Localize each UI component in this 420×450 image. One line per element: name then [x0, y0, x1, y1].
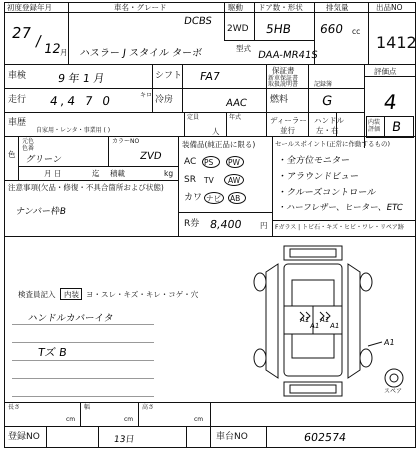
grade-code: DCBS — [183, 16, 213, 27]
first-reg-year: 27 — [10, 24, 33, 42]
reg-no-label: 登録NO — [8, 432, 40, 442]
history-options: 自家用・レンタ・事業用 ( ) — [36, 127, 111, 134]
sales-point-1: ・全方位モニター — [277, 156, 351, 166]
lot-number: 1412 — [376, 33, 417, 52]
first-reg-month-unit: 月 — [60, 48, 68, 57]
glass-line: Fガラス | トビ石・キズ・ヒビ・ワレ・リペア跡 — [275, 224, 404, 231]
equipment-item-label-1: AC — [184, 157, 197, 167]
color-no-label: カラーNO — [112, 138, 140, 145]
color-orig-label: 元色 — [22, 138, 35, 145]
interior-label: 内装評価 — [368, 119, 381, 133]
dealer-sub: 並行 — [280, 126, 295, 135]
model-type-label: 型式 — [236, 44, 251, 53]
warranty-label: 保証書 — [272, 66, 295, 75]
sales-point-4: ・ハーフレザー、ヒーター、ETC — [277, 203, 404, 213]
inspector-options: ヨ・スレ・キズ・キレ・コゲ・穴 — [86, 290, 199, 299]
width-unit: cm — [124, 416, 134, 423]
color-value: グリーン — [25, 155, 63, 165]
height-unit: cm — [194, 416, 204, 423]
door-label: ドア数・形状 — [258, 3, 303, 12]
equipment-title: 装備品(純正品に限る) — [182, 140, 256, 149]
chassis-value: 602574 — [303, 431, 347, 444]
color-label: 色 — [8, 150, 16, 159]
color-no-value: ZVD — [139, 151, 163, 162]
equipment-item-value-3: ナビ — [206, 194, 221, 203]
ac-value: AAC — [225, 98, 248, 109]
mileage-value: 4,4 7 0 — [49, 94, 114, 108]
model-type-value: DAA-MR41S — [257, 50, 319, 61]
length-unit: cm — [66, 416, 76, 423]
diagram-side-mark: A1 — [383, 338, 396, 347]
width-label: 幅 — [84, 404, 91, 411]
interior-value: B — [390, 120, 402, 135]
model-name: ハスラー J スタイル ターボ — [78, 48, 203, 59]
recycle-label: R券 — [184, 219, 200, 229]
auction-sheet: 初度登録年月 車名・グレード 駆動 ドア数・形状 排気量 出品NO 27 / 12 月 DCBS ハスラー J スタイル ターボ 2WD 5HB 660 cc 型式 DAA-MR41S 1412 車検 9 年 1 月 シフト FA7 保証書 新車保証書 取扱説明書 記録簿 評価点 4 走行 4,4 7 0 キロ 冷房 AAC 燃料 G 車歴 自家用・レンタ・事業用 ( ) 定員 人 年式 ディーラー 並行 ハンドル 左・右 内装評価 B 色 元色 色番 グリーン カラーNO ZVD 月 日 迄 積載 kg 装備品(純正品に限る) AC PS PW SR TV AW カワ ナビ AB R券 8,400 円 セールスポイント(正常に作動するもの) ・全方位モニター ・アラウンドビュー ・クルーズコントロール ・ハーフレザー、ヒーター、ETC Fガラス | トビ石・キズ・ヒビ・ワレ・リペア跡 注意事項(欠品・修復・不具合箇所および状態) ナンバー枠B 検査員記入 内装 ヨ・スレ・キズ・キレ・コゲ・穴 ハンドルカバーイタ Tズ B A1 A1 A1 A1 A1 スペア 長さ cm 幅 cm 高さ cm 登録NO 13日 車台NO 602574 — [4, 2, 416, 448]
shift-value: FA7 — [199, 70, 221, 83]
inspector-note-2: Tズ B — [37, 346, 68, 359]
drive-label: 駆動 — [228, 3, 243, 12]
date-label: 月 日 — [44, 169, 62, 178]
sales-points-title: セールスポイント(正常に作動するもの) — [275, 140, 390, 148]
eval-value: 4 — [382, 90, 399, 114]
diagram-mark-1: A1 — [299, 316, 310, 324]
manual-label: 取扱説明書 — [268, 81, 299, 88]
equipment-circle-1 — [202, 156, 220, 168]
displacement-unit: cc — [352, 27, 361, 36]
first-reg-month: 12 — [42, 42, 62, 57]
equipment-item-label-2: SR — [184, 175, 196, 185]
year-model-label: 年式 — [229, 114, 242, 121]
warranty-sub: 新車保証書 — [268, 75, 299, 82]
length-label: 長さ — [8, 404, 21, 411]
drive-value: 2WD — [227, 24, 249, 34]
inspector-note-1: ハンドルカバーイタ — [27, 313, 115, 324]
capacity-label: 定員 — [187, 114, 200, 121]
date-suffix: 迄 — [92, 169, 100, 178]
equipment-item-label-3: カワ — [184, 193, 203, 203]
spare-label: スペア — [384, 388, 403, 395]
equipment-item-value-2: TV — [204, 176, 214, 185]
shaken-label: 車検 — [8, 71, 27, 81]
fuel-value: G — [320, 94, 334, 109]
ac-label: 冷房 — [155, 95, 174, 105]
model-grade-label: 車名・グレード — [114, 3, 167, 12]
history-label: 車歴 — [8, 118, 27, 128]
load-label: 積載 — [110, 169, 125, 178]
reg-no-value: 13日 — [113, 435, 135, 445]
inspector-interior-label: 内装 — [64, 290, 79, 299]
chassis-label: 車台NO — [216, 432, 248, 442]
mileage-unit: キロ — [140, 92, 153, 99]
diagram-mark-3: A1 — [319, 316, 330, 324]
inspector-title: 検査員記入 — [18, 290, 56, 299]
notes-title: 注意事項(欠品・修復・不具合箇所および状態) — [8, 183, 164, 192]
first-reg-label: 初度登録年月 — [7, 3, 52, 12]
dealer-label: ディーラー — [270, 116, 307, 125]
handle-options: 左・右 — [316, 126, 339, 135]
sales-point-2: ・アラウンドビュー — [277, 172, 360, 182]
recycle-unit: 円 — [260, 221, 268, 230]
eval-label: 評価点 — [374, 67, 397, 76]
shift-label: シフト — [155, 71, 183, 81]
height-label: 高さ — [142, 404, 155, 411]
capacity-unit: 人 — [212, 127, 220, 136]
notes-content: ナンバー枠B — [15, 207, 67, 217]
displacement-value: 660 — [319, 22, 344, 36]
diagram-mark-4: A1 — [329, 322, 340, 330]
lot-label: 出品NO — [376, 3, 403, 12]
warranty-note: 記録簿 — [314, 81, 333, 88]
door-value: 5HB — [265, 22, 292, 36]
mileage-label: 走行 — [8, 95, 27, 105]
sales-point-3: ・クルーズコントロール — [277, 188, 377, 198]
recycle-value: 8,400 — [209, 218, 243, 231]
shaken-value: 9 年 1 月 — [57, 72, 106, 85]
car-damage-diagram — [244, 242, 416, 400]
handle-label: ハンドル — [314, 116, 344, 125]
diagram-mark-2: A1 — [309, 322, 320, 330]
load-unit: kg — [164, 169, 174, 178]
fuel-label: 燃料 — [270, 95, 289, 105]
displacement-label: 排気量 — [326, 3, 349, 12]
equipment-item-value-1: PS — [204, 158, 214, 167]
